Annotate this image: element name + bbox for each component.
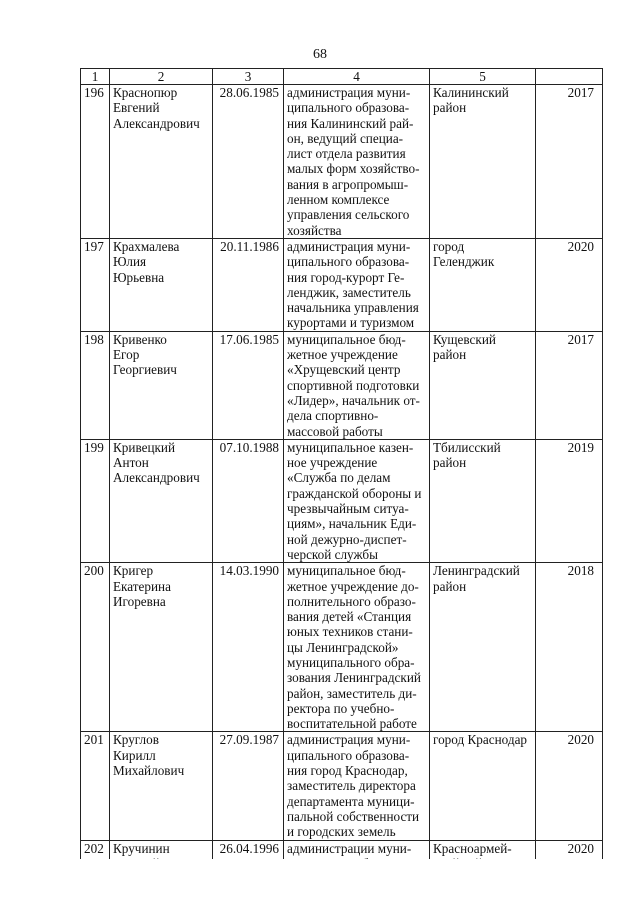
birth-date: 26.04.1996 [213, 840, 284, 887]
person-name-line: Крахмалева [113, 238, 180, 254]
region-line: район [433, 100, 467, 116]
position-description-line: муниципальное бюд- [287, 331, 406, 347]
position-description-line: и городских земель [287, 824, 396, 840]
position-description-line: гражданской обороны и [287, 485, 422, 501]
region-line: Ленинградский [433, 563, 520, 579]
position-description-line: «Лидер», начальник от- [287, 392, 420, 408]
position-description-line: курортами и туризмом [287, 315, 415, 331]
position-description-line: полнительного образо- [287, 593, 416, 609]
position-description-line: ципального образова- [287, 747, 410, 763]
year: 2020 [536, 732, 603, 840]
year: 2018 [536, 563, 603, 732]
person-name-line: Кручинин [113, 840, 170, 856]
position-description-line: ния город-курорт Ге- [287, 269, 405, 285]
row-number: 196 [81, 85, 110, 239]
region-line: Красноармей- [433, 840, 512, 856]
region-line: район [433, 347, 467, 363]
header-cell: 4 [284, 69, 430, 85]
person-name-line: Георгиевич [113, 362, 177, 378]
region-line: район [433, 455, 467, 471]
region-line: район [433, 578, 467, 594]
header-cell: 5 [430, 69, 536, 85]
person-name [110, 439, 213, 562]
region [430, 732, 536, 840]
position-description-line: цы Ленинградской» [287, 639, 399, 655]
birth-date: 27.09.1987 [213, 732, 284, 840]
position-description-line: зования Ленинградский [287, 670, 421, 686]
position-description-line: управления сельского [287, 207, 410, 223]
table-row [81, 732, 603, 840]
personnel-table [80, 68, 603, 887]
position-description [284, 85, 430, 239]
position-description-line: спортивной подготовки [287, 377, 420, 393]
region-line: Геленджик [433, 254, 495, 270]
region-line: Тбилисский [433, 439, 501, 455]
region-line: город [433, 238, 465, 254]
row-number: 202 [81, 840, 110, 887]
row-number: 197 [81, 238, 110, 331]
position-description-line: пальной собственности [287, 808, 420, 824]
birth-date: 17.06.1985 [213, 331, 284, 439]
position-description-line: юных техников стани- [287, 624, 413, 640]
birth-date: 20.11.1986 [213, 238, 284, 331]
person-name [110, 732, 213, 840]
position-description-line: массовой работы [287, 423, 383, 439]
region-line: Калининский [433, 85, 509, 100]
position-description-line: жетное учреждение [287, 347, 398, 363]
position-description-line: ленджик, заместитель [287, 284, 411, 300]
person-name [110, 238, 213, 331]
person-name-line: Кригер [113, 563, 154, 579]
position-description [284, 563, 430, 732]
person-name-line: Егор [113, 347, 140, 363]
position-description-line: администрация муни- [287, 732, 411, 748]
person-name-line: Михайлович [113, 763, 185, 779]
position-description-line: муниципальное казен- [287, 439, 414, 455]
year: 2020 [536, 840, 603, 887]
person-name-line: Кирилл [113, 747, 156, 763]
birth-date: 28.06.1985 [213, 85, 284, 239]
person-name-line: Юлия [113, 254, 147, 270]
region-line: Кущевский [433, 331, 496, 347]
region [430, 439, 536, 562]
position-description-line: ное учреждение [287, 455, 378, 471]
position-description [284, 238, 430, 331]
person-name-line: Александрович [113, 115, 200, 131]
header-cell [536, 69, 603, 85]
position-description-line: ния город Краснодар, [287, 763, 408, 779]
position-description-line: он, ведущий специа- [287, 130, 404, 146]
header-cell: 3 [213, 69, 284, 85]
person-name-line: Александрович [113, 470, 200, 486]
person-name-line: Кривецкий [113, 439, 176, 455]
header-row [81, 69, 603, 85]
position-description-line: ципального образова- [287, 100, 410, 116]
header-cell: 2 [110, 69, 213, 85]
position-description-line: малых форм хозяйство- [287, 161, 420, 177]
position-description [284, 331, 430, 439]
position-description-line: администрации муни- [287, 840, 412, 856]
person-name-line: Игоревна [113, 593, 166, 609]
table-row [81, 563, 603, 732]
position-description-line: департамента муници- [287, 793, 415, 809]
person-name [110, 331, 213, 439]
position-description-line: «Хрущевский центр [287, 362, 401, 378]
position-description-line: лист отдела развития [287, 146, 406, 162]
person-name [110, 85, 213, 239]
position-description-line: вания в агропромыш- [287, 176, 409, 192]
position-description-line: «Служба по делам [287, 470, 391, 486]
position-description-line: черской службы [287, 546, 378, 562]
year: 2017 [536, 331, 603, 439]
person-name-line: Кривенко [113, 331, 167, 347]
year: 2020 [536, 238, 603, 331]
person-name-line: Юрьевна [113, 269, 165, 285]
position-description-line: вания детей «Станция [287, 609, 412, 625]
position-description-line: муниципального обра- [287, 654, 415, 670]
position-description-line: ципального образова- [287, 254, 410, 270]
position-description-line: ленном комплексе [287, 192, 390, 208]
header-cell: 1 [81, 69, 110, 85]
person-name [110, 563, 213, 732]
position-description-line: хозяйства [287, 222, 342, 238]
row-number: 200 [81, 563, 110, 732]
page-bottom-margin [0, 859, 640, 904]
region [430, 331, 536, 439]
year: 2017 [536, 85, 603, 239]
region-line: город Краснодар [433, 732, 528, 748]
region [430, 563, 536, 732]
position-description-line: ной дежурно-диспет- [287, 531, 407, 547]
position-description [284, 732, 430, 840]
position-description-line: начальника управления [287, 300, 419, 316]
position-description-line: администрация муни- [287, 238, 411, 254]
region [430, 238, 536, 331]
row-number: 198 [81, 331, 110, 439]
table-row [81, 331, 603, 439]
page-number: 68 [313, 47, 327, 62]
region [430, 85, 536, 239]
person-name-line: Краснопюр [113, 85, 178, 100]
position-description-line: ректора по учебно- [287, 700, 395, 716]
year: 2019 [536, 439, 603, 562]
birth-date: 14.03.1990 [213, 563, 284, 732]
position-description-line: администрация муни- [287, 85, 411, 100]
position-description-line: циям», начальник Еди- [287, 516, 417, 532]
position-description [284, 439, 430, 562]
position-description-line: дела спортивно- [287, 408, 379, 424]
position-description-line: чрезвычайным ситуа- [287, 501, 409, 517]
table-row [81, 439, 603, 562]
position-description-line: муниципальное бюд- [287, 563, 406, 579]
person-name-line: Круглов [113, 732, 159, 748]
table-row [81, 85, 603, 239]
row-number: 201 [81, 732, 110, 840]
position-description-line: район, заместитель ди- [287, 685, 417, 701]
table-row [81, 238, 603, 331]
position-description-line: ния Калининский рай- [287, 115, 414, 131]
position-description-line: жетное учреждение до- [287, 578, 419, 594]
person-name-line: Екатерина [113, 578, 171, 594]
position-description-line: заместитель директора [287, 778, 416, 794]
row-number: 199 [81, 439, 110, 562]
person-name-line: Антон [113, 455, 149, 471]
position-description-line: воспитательной работе [287, 716, 417, 732]
person-name-line: Евгений [113, 100, 160, 116]
birth-date: 07.10.1988 [213, 439, 284, 562]
